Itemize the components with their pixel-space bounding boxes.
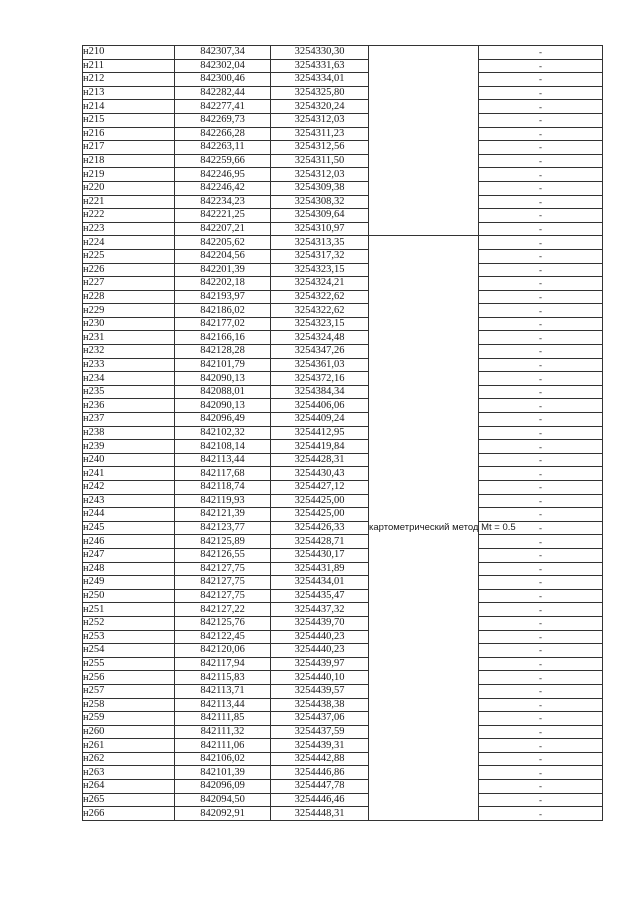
x-coordinate-cell: 842123,77 (175, 521, 271, 535)
point-name-cell: н255 (83, 657, 175, 671)
y-coordinate-cell: 3254430,17 (271, 548, 369, 562)
y-coordinate-cell: 3254309,38 (271, 181, 369, 195)
x-coordinate-cell: 842207,21 (175, 222, 271, 236)
x-coordinate-cell: 842277,41 (175, 100, 271, 114)
x-coordinate-cell: 842118,74 (175, 481, 271, 495)
x-coordinate-cell: 842096,09 (175, 780, 271, 794)
y-coordinate-cell: 3254322,62 (271, 304, 369, 318)
table-row (83, 59, 603, 73)
table-row (83, 644, 603, 658)
y-coordinate-cell: 3254440,10 (271, 671, 369, 685)
y-coordinate-cell: 3254310,97 (271, 222, 369, 236)
x-coordinate-cell: 842122,45 (175, 630, 271, 644)
point-name-cell: н231 (83, 331, 175, 345)
x-coordinate-cell: 842117,94 (175, 657, 271, 671)
y-coordinate-cell: 3254427,12 (271, 481, 369, 495)
point-name-cell: н225 (83, 249, 175, 263)
error-cell: - (479, 684, 603, 698)
y-coordinate-cell: 3254324,21 (271, 277, 369, 291)
table-row (83, 413, 603, 427)
y-coordinate-cell: 3254330,30 (271, 46, 369, 60)
x-coordinate-cell: 842127,22 (175, 603, 271, 617)
x-coordinate-cell: 842092,91 (175, 807, 271, 821)
point-name-cell: н212 (83, 73, 175, 87)
x-coordinate-cell: 842302,04 (175, 59, 271, 73)
x-coordinate-cell: 842113,44 (175, 453, 271, 467)
point-name-cell: н210 (83, 46, 175, 60)
y-coordinate-cell: 3254323,15 (271, 317, 369, 331)
table-row (83, 73, 603, 87)
y-coordinate-cell: 3254439,31 (271, 739, 369, 753)
point-name-cell: н242 (83, 481, 175, 495)
point-name-cell: н214 (83, 100, 175, 114)
error-cell: - (479, 494, 603, 508)
error-cell: - (479, 236, 603, 250)
error-cell: - (479, 535, 603, 549)
point-name-cell: н248 (83, 562, 175, 576)
x-coordinate-cell: 842125,76 (175, 616, 271, 630)
x-coordinate-cell: 842125,89 (175, 535, 271, 549)
x-coordinate-cell: 842111,85 (175, 712, 271, 726)
y-coordinate-cell: 3254361,03 (271, 358, 369, 372)
point-name-cell: н266 (83, 807, 175, 821)
table-row (83, 399, 603, 413)
x-coordinate-cell: 842269,73 (175, 113, 271, 127)
error-cell: - (479, 616, 603, 630)
point-name-cell: н228 (83, 290, 175, 304)
y-coordinate-cell: 3254425,00 (271, 508, 369, 522)
table-row (83, 86, 603, 100)
y-coordinate-cell: 3254312,56 (271, 141, 369, 155)
error-cell: - (479, 644, 603, 658)
error-cell: - (479, 562, 603, 576)
table-row (83, 249, 603, 263)
point-name-cell: н221 (83, 195, 175, 209)
x-coordinate-cell: 842120,06 (175, 644, 271, 658)
point-name-cell: н215 (83, 113, 175, 127)
point-name-cell: н236 (83, 399, 175, 413)
error-cell: - (479, 426, 603, 440)
coordinates-document (82, 45, 602, 821)
table-row (83, 222, 603, 236)
point-name-cell: н265 (83, 793, 175, 807)
x-coordinate-cell: 842126,55 (175, 548, 271, 562)
y-coordinate-cell: 3254428,31 (271, 453, 369, 467)
y-coordinate-cell: 3254426,33 (271, 521, 369, 535)
table-row (83, 141, 603, 155)
point-name-cell: н232 (83, 345, 175, 359)
y-coordinate-cell: 3254438,38 (271, 698, 369, 712)
point-name-cell: н262 (83, 752, 175, 766)
error-cell: - (479, 113, 603, 127)
x-coordinate-cell: 842094,50 (175, 793, 271, 807)
point-name-cell: н247 (83, 548, 175, 562)
y-coordinate-cell: 3254446,86 (271, 766, 369, 780)
table-row (83, 236, 603, 250)
table-row (83, 739, 603, 753)
table-row (83, 100, 603, 114)
x-coordinate-cell: 842115,83 (175, 671, 271, 685)
table-row (83, 195, 603, 209)
point-name-cell: н245 (83, 521, 175, 535)
y-coordinate-cell: 3254435,47 (271, 589, 369, 603)
x-coordinate-cell: 842090,13 (175, 372, 271, 386)
point-name-cell: н261 (83, 739, 175, 753)
x-coordinate-cell: 842111,32 (175, 725, 271, 739)
x-coordinate-cell: 842106,02 (175, 752, 271, 766)
y-coordinate-cell: 3254372,16 (271, 372, 369, 386)
x-coordinate-cell: 842128,28 (175, 345, 271, 359)
x-coordinate-cell: 842186,02 (175, 304, 271, 318)
table-row (83, 113, 603, 127)
y-coordinate-cell: 3254428,71 (271, 535, 369, 549)
error-cell: - (479, 249, 603, 263)
y-coordinate-cell: 3254437,06 (271, 712, 369, 726)
table-row (83, 46, 603, 60)
x-coordinate-cell: 842234,23 (175, 195, 271, 209)
x-coordinate-cell: 842096,49 (175, 413, 271, 427)
point-name-cell: н217 (83, 141, 175, 155)
point-name-cell: н227 (83, 277, 175, 291)
error-cell: - (479, 603, 603, 617)
x-coordinate-cell: 842205,62 (175, 236, 271, 250)
coordinates-table-body (83, 46, 603, 821)
x-coordinate-cell: 842111,06 (175, 739, 271, 753)
x-coordinate-cell: 842108,14 (175, 440, 271, 454)
x-coordinate-cell: 842259,66 (175, 154, 271, 168)
point-name-cell: н246 (83, 535, 175, 549)
point-name-cell: н226 (83, 263, 175, 277)
table-row (83, 494, 603, 508)
y-coordinate-cell: 3254331,63 (271, 59, 369, 73)
x-coordinate-cell: 842090,13 (175, 399, 271, 413)
y-coordinate-cell: 3254447,78 (271, 780, 369, 794)
table-row (83, 548, 603, 562)
y-coordinate-cell: 3254325,80 (271, 86, 369, 100)
x-coordinate-cell: 842221,25 (175, 209, 271, 223)
point-name-cell: н216 (83, 127, 175, 141)
y-coordinate-cell: 3254311,50 (271, 154, 369, 168)
x-coordinate-cell: 842201,39 (175, 263, 271, 277)
point-name-cell: н213 (83, 86, 175, 100)
table-row (83, 535, 603, 549)
x-coordinate-cell: 842127,75 (175, 576, 271, 590)
x-coordinate-cell: 842266,28 (175, 127, 271, 141)
y-coordinate-cell: 3254406,06 (271, 399, 369, 413)
error-cell: - (479, 712, 603, 726)
error-cell: - (479, 46, 603, 60)
error-cell: - (479, 385, 603, 399)
table-row (83, 345, 603, 359)
x-coordinate-cell: 842113,44 (175, 698, 271, 712)
y-coordinate-cell: 3254439,57 (271, 684, 369, 698)
x-coordinate-cell: 842204,56 (175, 249, 271, 263)
y-coordinate-cell: 3254437,32 (271, 603, 369, 617)
point-name-cell: н222 (83, 209, 175, 223)
point-name-cell: н244 (83, 508, 175, 522)
error-cell: - (479, 481, 603, 495)
y-coordinate-cell: 3254308,32 (271, 195, 369, 209)
point-name-cell: н233 (83, 358, 175, 372)
table-row (83, 181, 603, 195)
table-row (83, 671, 603, 685)
table-row (83, 698, 603, 712)
error-cell: - (479, 548, 603, 562)
error-cell: - (479, 521, 603, 535)
error-cell: - (479, 739, 603, 753)
error-cell: - (479, 358, 603, 372)
point-name-cell: н250 (83, 589, 175, 603)
error-cell: - (479, 399, 603, 413)
y-coordinate-cell: 3254434,01 (271, 576, 369, 590)
x-coordinate-cell: 842088,01 (175, 385, 271, 399)
y-coordinate-cell: 3254334,01 (271, 73, 369, 87)
y-coordinate-cell: 3254430,43 (271, 467, 369, 481)
y-coordinate-cell: 3254439,97 (271, 657, 369, 671)
y-coordinate-cell: 3254431,89 (271, 562, 369, 576)
coordinates-table (82, 45, 603, 821)
error-cell: - (479, 100, 603, 114)
x-coordinate-cell: 842101,39 (175, 766, 271, 780)
error-cell: - (479, 154, 603, 168)
point-name-cell: н257 (83, 684, 175, 698)
error-cell: - (479, 467, 603, 481)
table-row (83, 440, 603, 454)
table-row (83, 576, 603, 590)
table-row (83, 331, 603, 345)
y-coordinate-cell: 3254440,23 (271, 630, 369, 644)
y-coordinate-cell: 3254322,62 (271, 290, 369, 304)
error-cell: - (479, 195, 603, 209)
error-cell: - (479, 698, 603, 712)
y-coordinate-cell: 3254446,46 (271, 793, 369, 807)
table-row (83, 277, 603, 291)
x-coordinate-cell: 842101,79 (175, 358, 271, 372)
y-coordinate-cell: 3254442,88 (271, 752, 369, 766)
error-cell: - (479, 222, 603, 236)
y-coordinate-cell: 3254313,35 (271, 236, 369, 250)
error-cell: - (479, 290, 603, 304)
table-row (83, 168, 603, 182)
y-coordinate-cell: 3254312,03 (271, 168, 369, 182)
error-cell: - (479, 277, 603, 291)
y-coordinate-cell: 3254347,26 (271, 345, 369, 359)
error-cell: - (479, 345, 603, 359)
table-row (83, 209, 603, 223)
x-coordinate-cell: 842246,95 (175, 168, 271, 182)
point-name-cell: н264 (83, 780, 175, 794)
table-row (83, 467, 603, 481)
point-name-cell: н229 (83, 304, 175, 318)
table-row (83, 807, 603, 821)
error-cell: - (479, 453, 603, 467)
point-name-cell: н235 (83, 385, 175, 399)
error-cell: - (479, 657, 603, 671)
point-name-cell: н253 (83, 630, 175, 644)
table-row (83, 453, 603, 467)
table-row (83, 290, 603, 304)
y-coordinate-cell: 3254323,15 (271, 263, 369, 277)
y-coordinate-cell: 3254384,34 (271, 385, 369, 399)
y-coordinate-cell: 3254439,70 (271, 616, 369, 630)
x-coordinate-cell: 842166,16 (175, 331, 271, 345)
y-coordinate-cell: 3254409,24 (271, 413, 369, 427)
x-coordinate-cell: 842117,68 (175, 467, 271, 481)
x-coordinate-cell: 842246,42 (175, 181, 271, 195)
point-name-cell: н263 (83, 766, 175, 780)
y-coordinate-cell: 3254440,23 (271, 644, 369, 658)
point-name-cell: н259 (83, 712, 175, 726)
x-coordinate-cell: 842177,02 (175, 317, 271, 331)
error-cell: - (479, 780, 603, 794)
table-row (83, 780, 603, 794)
point-name-cell: н254 (83, 644, 175, 658)
point-name-cell: н224 (83, 236, 175, 250)
table-row (83, 630, 603, 644)
x-coordinate-cell: 842307,34 (175, 46, 271, 60)
x-coordinate-cell: 842282,44 (175, 86, 271, 100)
point-name-cell: н230 (83, 317, 175, 331)
point-name-cell: н234 (83, 372, 175, 386)
point-name-cell: н211 (83, 59, 175, 73)
error-cell: - (479, 59, 603, 73)
table-row (83, 317, 603, 331)
point-name-cell: н260 (83, 725, 175, 739)
table-row (83, 793, 603, 807)
table-row (83, 616, 603, 630)
error-cell: - (479, 127, 603, 141)
error-cell: - (479, 372, 603, 386)
error-cell: - (479, 440, 603, 454)
table-row (83, 263, 603, 277)
table-row (83, 521, 603, 535)
point-name-cell: н218 (83, 154, 175, 168)
error-cell: - (479, 141, 603, 155)
table-row (83, 657, 603, 671)
table-row (83, 508, 603, 522)
x-coordinate-cell: 842102,32 (175, 426, 271, 440)
table-row (83, 752, 603, 766)
error-cell: - (479, 576, 603, 590)
point-name-cell: н256 (83, 671, 175, 685)
y-coordinate-cell: 3254309,64 (271, 209, 369, 223)
table-row (83, 712, 603, 726)
error-cell: - (479, 630, 603, 644)
table-row (83, 481, 603, 495)
error-cell: - (479, 304, 603, 318)
point-name-cell: н238 (83, 426, 175, 440)
method-text: картометрический метод Mt = 0.5 (369, 522, 516, 534)
table-row (83, 426, 603, 440)
table-row (83, 589, 603, 603)
y-coordinate-cell: 3254311,23 (271, 127, 369, 141)
error-cell: - (479, 793, 603, 807)
error-cell: - (479, 752, 603, 766)
x-coordinate-cell: 842263,11 (175, 141, 271, 155)
table-row (83, 372, 603, 386)
y-coordinate-cell: 3254448,31 (271, 807, 369, 821)
point-name-cell: н240 (83, 453, 175, 467)
y-coordinate-cell: 3254437,59 (271, 725, 369, 739)
point-name-cell: н241 (83, 467, 175, 481)
table-row (83, 684, 603, 698)
table-row (83, 358, 603, 372)
y-coordinate-cell: 3254320,24 (271, 100, 369, 114)
error-cell: - (479, 725, 603, 739)
table-row (83, 127, 603, 141)
point-name-cell: н223 (83, 222, 175, 236)
error-cell: - (479, 209, 603, 223)
y-coordinate-cell: 3254317,32 (271, 249, 369, 263)
y-coordinate-cell: 3254419,84 (271, 440, 369, 454)
error-cell: - (479, 508, 603, 522)
error-cell: - (479, 766, 603, 780)
method-cell (369, 236, 516, 821)
method-cell-empty (369, 46, 479, 236)
error-cell: - (479, 807, 603, 821)
error-cell: - (479, 589, 603, 603)
x-coordinate-cell: 842127,75 (175, 589, 271, 603)
table-row (83, 304, 603, 318)
error-cell: - (479, 86, 603, 100)
y-coordinate-cell: 3254312,03 (271, 113, 369, 127)
point-name-cell: н239 (83, 440, 175, 454)
point-name-cell: н220 (83, 181, 175, 195)
point-name-cell: н251 (83, 603, 175, 617)
error-cell: - (479, 317, 603, 331)
x-coordinate-cell: 842202,18 (175, 277, 271, 291)
table-row (83, 562, 603, 576)
error-cell: - (479, 331, 603, 345)
y-coordinate-cell: 3254425,00 (271, 494, 369, 508)
error-cell: - (479, 73, 603, 87)
point-name-cell: н243 (83, 494, 175, 508)
x-coordinate-cell: 842119,93 (175, 494, 271, 508)
point-name-cell: н249 (83, 576, 175, 590)
x-coordinate-cell: 842193,97 (175, 290, 271, 304)
error-cell: - (479, 168, 603, 182)
error-cell: - (479, 413, 603, 427)
point-name-cell: н219 (83, 168, 175, 182)
point-name-cell: н252 (83, 616, 175, 630)
table-row (83, 154, 603, 168)
x-coordinate-cell: 842121,39 (175, 508, 271, 522)
error-cell: - (479, 671, 603, 685)
table-row (83, 603, 603, 617)
point-name-cell: н237 (83, 413, 175, 427)
x-coordinate-cell: 842113,71 (175, 684, 271, 698)
y-coordinate-cell: 3254324,48 (271, 331, 369, 345)
table-row (83, 725, 603, 739)
x-coordinate-cell: 842127,75 (175, 562, 271, 576)
table-row (83, 385, 603, 399)
error-cell: - (479, 181, 603, 195)
error-cell: - (479, 263, 603, 277)
y-coordinate-cell: 3254412,95 (271, 426, 369, 440)
point-name-cell: н258 (83, 698, 175, 712)
x-coordinate-cell: 842300,46 (175, 73, 271, 87)
table-row (83, 766, 603, 780)
